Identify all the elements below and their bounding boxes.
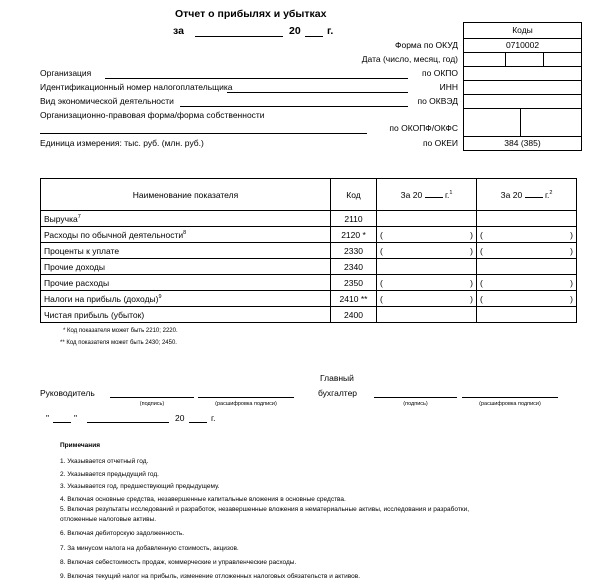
codes-divider bbox=[463, 136, 582, 137]
date-year-field[interactable] bbox=[189, 422, 207, 423]
okud-label: Форма по ОКУД bbox=[395, 40, 458, 50]
table-row bbox=[41, 307, 577, 323]
row-value-period1[interactable]: ( ) bbox=[377, 243, 477, 259]
date-month-field[interactable] bbox=[87, 422, 169, 423]
date-year-prefix: 20 bbox=[175, 413, 185, 423]
row-code: 2120 * bbox=[331, 227, 377, 243]
note-item: 4. Включая основные средства, незавершенные капитальные вложения в основные средства. bbox=[60, 496, 346, 503]
codes-divider bbox=[463, 108, 582, 109]
row-name: Налоги на прибыль (доходы)$^9$ bbox=[41, 291, 331, 307]
row-value-period1[interactable]: ( ) bbox=[377, 275, 477, 291]
row-code: 2400 bbox=[331, 307, 377, 323]
row-value-period2[interactable] bbox=[477, 307, 577, 323]
title-year-prefix: 20 bbox=[289, 25, 301, 37]
date-quote-open: " bbox=[46, 413, 50, 423]
title-za: за bbox=[173, 25, 184, 37]
chief-signature-caption: (подпись) bbox=[403, 401, 428, 407]
row-value-period2[interactable]: ( ) bbox=[477, 275, 577, 291]
okopf-label: по ОКОПФ/ОКФС bbox=[389, 123, 458, 133]
row-name: Проценты к уплате bbox=[41, 243, 331, 259]
table-header-row bbox=[41, 179, 577, 211]
table-row bbox=[41, 259, 577, 275]
row-value-period2[interactable]: ( ) bbox=[477, 243, 577, 259]
title-period-field[interactable] bbox=[195, 36, 283, 37]
row-value-period1[interactable] bbox=[377, 307, 477, 323]
codes-divider bbox=[463, 66, 582, 67]
head-signature-caption: (подпись) bbox=[139, 401, 165, 407]
row-code: 2340 bbox=[331, 259, 377, 275]
note-item: 3. Указывается год, предшествующий предыдущему. bbox=[60, 483, 220, 490]
codes-divider bbox=[463, 52, 582, 53]
row-name: Чистая прибыль (убыток) bbox=[41, 307, 331, 323]
row-code: 2410 ** bbox=[331, 291, 377, 307]
col-period2-header: За 20 г.$^2$ bbox=[477, 179, 577, 211]
okei-label: по ОКЕИ bbox=[422, 138, 458, 148]
org-field[interactable] bbox=[105, 78, 408, 79]
okpo-label: по ОКПО bbox=[422, 68, 458, 78]
org-label: Организация bbox=[40, 68, 92, 78]
codes-divider bbox=[463, 80, 582, 81]
date-day-field[interactable] bbox=[53, 422, 71, 423]
note-item: отложенные налоговые активы. bbox=[60, 516, 157, 523]
row-value-period1[interactable]: ( ) bbox=[377, 227, 477, 243]
row-code: 2110 bbox=[331, 211, 377, 227]
row-value-period2[interactable] bbox=[477, 259, 577, 275]
note-item: 9. Включая текущий налог на прибыль, изменение отложенных налоговых обязательств и активов. bbox=[60, 573, 361, 580]
date-divider bbox=[505, 52, 506, 66]
note-item: 8. Включая себестоимость продаж, коммерческие и управленческие расходы. bbox=[60, 559, 297, 566]
head-signature-field[interactable] bbox=[110, 397, 194, 398]
unit-label: Единица измерения: тыс. руб. (млн. руб.) bbox=[40, 138, 204, 148]
code-note-2: ** Код показателя может быть 2430; 2450. bbox=[60, 340, 177, 346]
row-code: 2330 bbox=[331, 243, 377, 259]
table-row bbox=[41, 211, 577, 227]
col-code-header: Код bbox=[331, 179, 377, 211]
activity-field[interactable] bbox=[180, 106, 408, 107]
note-item: 6. Включая дебиторскую задолженность. bbox=[60, 530, 185, 537]
okei-value: 384 (385) bbox=[504, 138, 541, 148]
notes-title: Примечания bbox=[60, 442, 101, 449]
code-note-1: * Код показателя может быть 2210; 2220. bbox=[63, 328, 178, 334]
row-name: Прочие доходы bbox=[41, 259, 331, 275]
row-value-period2[interactable] bbox=[477, 211, 577, 227]
codes-header: Коды bbox=[512, 25, 533, 35]
date-year-suffix: г. bbox=[211, 413, 216, 423]
note-item: 2. Указывается предыдущий год. bbox=[60, 471, 159, 478]
table-row bbox=[41, 227, 577, 243]
row-name: Расходы по обычной деятельности$^8$ bbox=[41, 227, 331, 243]
title-year-suffix: г. bbox=[327, 25, 334, 37]
note-item: 1. Указывается отчетный год. bbox=[60, 458, 149, 465]
inn-field-label: Идентификационный номер налогоплательщика bbox=[40, 82, 233, 92]
date-divider bbox=[543, 52, 544, 66]
row-code: 2350 bbox=[331, 275, 377, 291]
chief-decoding-field[interactable] bbox=[462, 397, 558, 398]
chief-signature-field[interactable] bbox=[374, 397, 457, 398]
date-label: Дата (число, месяц, год) bbox=[361, 54, 458, 64]
head-label: Руководитель bbox=[40, 388, 95, 398]
legal-form-field[interactable] bbox=[40, 133, 367, 134]
table-row bbox=[41, 275, 577, 291]
chief-label-2: бухгалтер bbox=[318, 388, 358, 398]
row-value-period1[interactable] bbox=[377, 211, 477, 227]
inn-label: ИНН bbox=[439, 82, 458, 92]
chief-decoding-caption: (расшифровка подписи) bbox=[479, 401, 541, 407]
title-year-field[interactable] bbox=[305, 36, 323, 37]
codes-divider bbox=[463, 94, 582, 95]
head-decoding-caption: (расшифровка подписи) bbox=[215, 401, 277, 407]
date-quote-close: " bbox=[74, 413, 78, 423]
col-period1-header: За 20 г.$^1$ bbox=[377, 179, 477, 211]
note-item: 5. Включая результаты исследований и разработок, незавершенные вложения в нематериальные активы, исследования и разработки, bbox=[60, 506, 470, 513]
inn-field[interactable] bbox=[227, 92, 408, 93]
col-name-header: Наименование показателя bbox=[41, 179, 331, 211]
okopf-divider bbox=[520, 108, 521, 136]
okved-label: по ОКВЭД bbox=[417, 96, 458, 106]
activity-label: Вид экономической деятельности bbox=[40, 96, 174, 106]
note-item: 7. За минусом налога на добавленную стоимость, акцизов. bbox=[60, 545, 239, 552]
table-row bbox=[41, 291, 577, 307]
row-name: Прочие расходы bbox=[41, 275, 331, 291]
table-row bbox=[41, 243, 577, 259]
row-value-period1[interactable] bbox=[377, 259, 477, 275]
head-decoding-field[interactable] bbox=[198, 397, 294, 398]
okud-value: 0710002 bbox=[505, 40, 540, 50]
row-value-period2[interactable]: ( ) bbox=[477, 291, 577, 307]
chief-label-1: Главный bbox=[320, 373, 354, 383]
codes-header-cell bbox=[463, 22, 582, 39]
row-name: Выручка$^7$ bbox=[41, 211, 331, 227]
legal-form-label: Организационно-правовая форма/форма собственности bbox=[40, 110, 265, 120]
financial-table bbox=[40, 178, 577, 323]
row-value-period1[interactable]: ( ) bbox=[377, 291, 477, 307]
report-title: Отчет о прибылях и убытках bbox=[175, 8, 327, 20]
row-value-period2[interactable]: ( ) bbox=[477, 227, 577, 243]
